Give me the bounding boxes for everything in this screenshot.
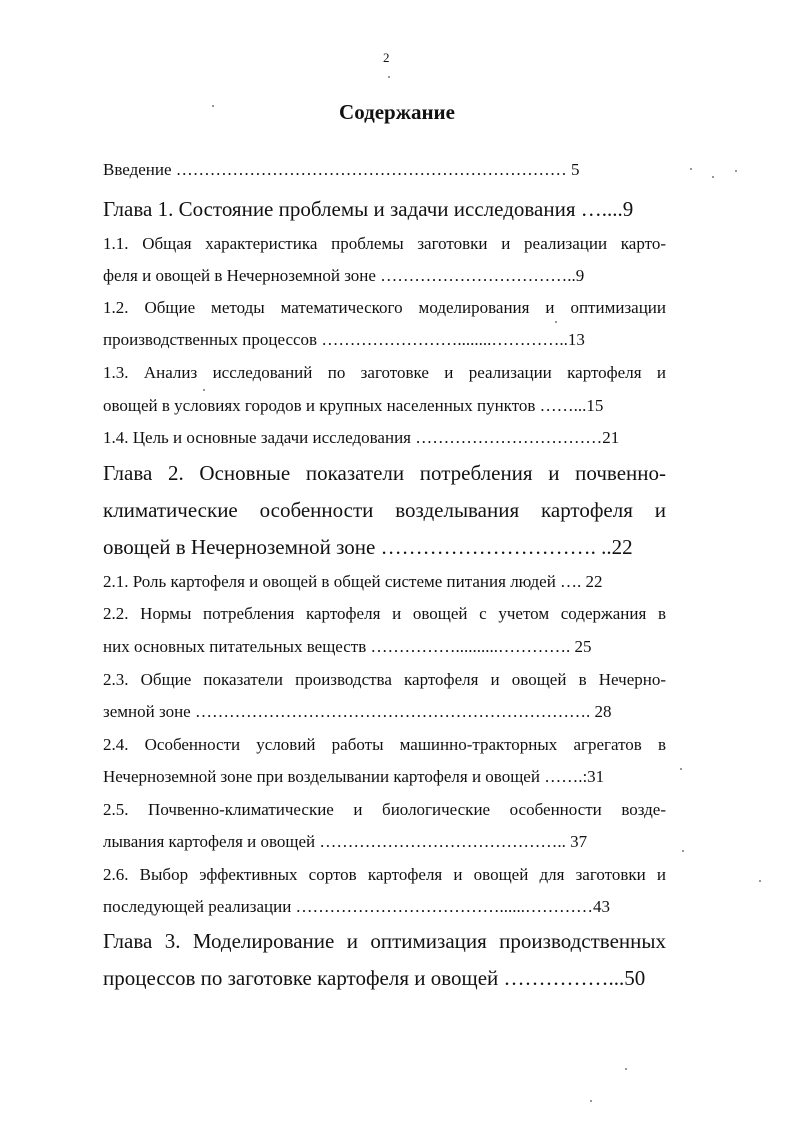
toc-entry-1-4: 1.4. Цель и основные задачи исследования ……………………………21 [103, 428, 620, 447]
scan-speck [555, 321, 557, 323]
toc-entry-1-3-line-2: овощей в условиях городов и крупных населенных пунктов ……...15 [103, 396, 604, 415]
scan-speck [625, 1068, 627, 1070]
toc-entry-2-2-line-2: них основных питательных веществ ……………..........…………. 25 [103, 637, 592, 656]
toc-entry-2-3-line-2: земной зоне ……………………………………………………………. 28 [103, 702, 612, 721]
toc-entry-1-3-line-1: 1.3. Анализ исследований по заготовке и реализации картофеля и [103, 363, 666, 382]
toc-entry-1-2-line-1: 1.2. Общие методы математического моделирования и оптимизации [103, 298, 666, 317]
toc-entry-chapter-2-line-3: овощей в Нечерноземной зоне …………………………. ..22 [103, 535, 633, 559]
scan-speck [735, 170, 737, 172]
toc-entry-1-2-line-2: производственных процессов ……………………........…………..13 [103, 330, 585, 349]
toc-entry-1-1-line-2: феля и овощей в Нечерноземной зоне ……………………………..9 [103, 266, 585, 285]
scan-speck [680, 768, 682, 770]
toc-entry-2-4-line-1: 2.4. Особенности условий работы машинно-тракторных агрегатов в [103, 735, 666, 754]
toc-entry-chapter-2-line-2: климатические особенности возделывания картофеля и [103, 498, 666, 522]
toc-entry-chapter-3-line-2: процессов по заготовке картофеля и овощей ……………...50 [103, 966, 646, 990]
toc-entry-2-5-line-1: 2.5. Почвенно-климатические и биологические особенности возде- [103, 800, 666, 819]
toc-entry-2-6-line-1: 2.6. Выбор эффективных сортов картофеля и овощей для заготовки и [103, 865, 666, 884]
scan-speck [590, 1100, 592, 1102]
scan-speck [682, 850, 684, 852]
scan-speck [388, 76, 390, 78]
scan-speck [712, 176, 714, 178]
toc-entry-2-2-line-1: 2.2. Нормы потребления картофеля и овощей с учетом содержания в [103, 604, 666, 623]
page-number: 2 [383, 50, 390, 65]
scan-speck [212, 105, 214, 107]
toc-entry-2-6-line-2: последующей реализации ………………………………......…………43 [103, 897, 611, 916]
toc-entry-2-5-line-2: лывания картофеля и овощей …………………………………….. 37 [103, 832, 588, 851]
page-title: Содержание [339, 100, 455, 124]
scan-speck [759, 880, 761, 882]
scan-speck [690, 168, 692, 170]
toc-entry-introduction: Введение …………………………………………………………… 5 [103, 160, 580, 179]
toc-entry-chapter-3-line-1: Глава 3. Моделирование и оптимизация производственных [103, 929, 666, 953]
toc-entry-2-3-line-1: 2.3. Общие показатели производства картофеля и овощей в Нечерно- [103, 670, 666, 689]
toc-entry-1-1-line-1: 1.1. Общая характеристика проблемы заготовки и реализации карто- [103, 234, 666, 253]
toc-entry-2-4-line-2: Нечерноземной зоне при возделывании картофеля и овощей …….:31 [103, 767, 605, 786]
toc-entry-chapter-1: Глава 1. Состояние проблемы и задачи исследования …....9 [103, 197, 634, 221]
toc-entry-2-1: 2.1. Роль картофеля и овощей в общей системе питания людей …. 22 [103, 572, 603, 591]
toc-entry-chapter-2-line-1: Глава 2. Основные показатели потребления и почвенно- [103, 461, 666, 485]
scan-speck [203, 389, 205, 391]
